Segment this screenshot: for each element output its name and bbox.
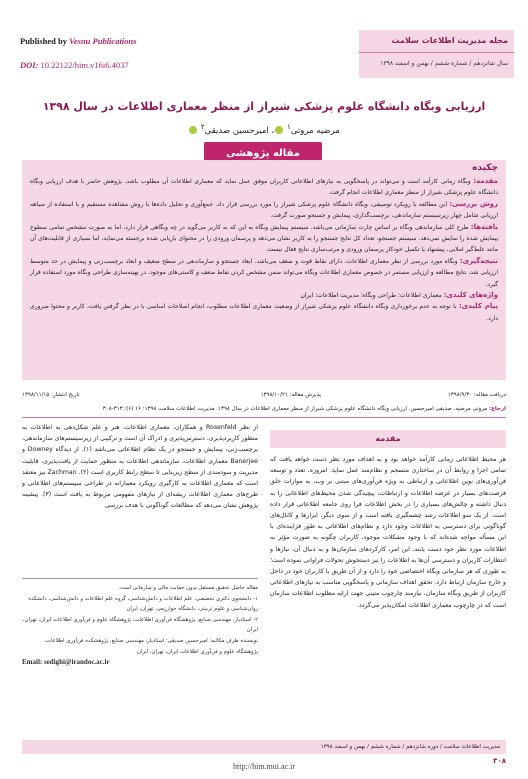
abstract-keywords xyxy=(30,290,498,301)
intro-heading: مقدمه xyxy=(270,430,506,448)
doi-label: DOI: xyxy=(20,60,39,70)
abstract-conclusion xyxy=(30,256,498,290)
journal-name: مجله مدیریت اطلاعات سلامت xyxy=(391,36,508,45)
keywords-label: واژه‌های کلیدی: xyxy=(443,291,498,300)
corresponding-author: نویسنده طرف مکاتبه: امیرحسین صدیقی؛ استادیار، مهندسی صنایع، پژوهشکده فن‌آوری اطلاعات، پژوهشگاه علوم و فن‌آوری اطلاعات ایران، تهران، ایران xyxy=(44,637,258,655)
article-title: ارزیابی وبگاه دانشگاه علوم پزشکی شیراز از منظر معماری اطلاعات در سال ۱۳۹۸ xyxy=(42,100,486,113)
author-email[interactable]: Email: sedighi@irandoc.ac.ir xyxy=(22,658,110,667)
author-2[interactable]: امیرحسین صدیقی xyxy=(204,125,269,136)
author-1[interactable]: مرضیه مروتی xyxy=(290,125,340,136)
publisher-line xyxy=(20,36,136,46)
page-number: ۳۰۸ xyxy=(493,757,506,765)
conclusion-text: وبگاه مورد بررسی از نظر معماری اطلاعات، دارای نقاط قوت و ضعف می‌باشد. ابعاد جستجو و سازماندهی در سطح ضعیف و ابعاد برچسب‌زنی و پیمایش در حد متوسط ارزیابی شد. نتایج مطالعه و ارزیابی مستمر در خصوص معماری اطلاعات وبگاه می‌تواند ضمن مشخص کردن نقاط ضعف و کاستی‌های موجود، در بهینه‌سازی طراحی وبگاه مورد استفاده قرار گیرد. xyxy=(30,257,498,288)
message-text: با توجه به عدم برخورداری وبگاه دانشگاه علوم پزشکی شیراز از وضعیت معماری اطلاعات مطلوب، انجام اصلاحات اساسی با در نظر گرفتن یافت، کاربر و محتوا ضروری دارد. xyxy=(30,303,498,322)
author-2-affiliation: ۲ xyxy=(200,122,205,131)
conclusion-label: نتیجه‌گیری: xyxy=(459,256,498,265)
method-text: این مطالعه با رویکرد توصیفی، وبگاه دانشگاه علوم پزشکی شیراز را مورد بررسی قرار داد. جمع‌آوری و تحلیل داده‌ها با روش مشاهده مستقیم و با استفاده از سیاهه ارزیابی شامل چهار زیرسیستم سازماندهی، برچسب‌گذاری، پیمایش و جستجو صورت گرفت. xyxy=(30,200,498,220)
results-text: طرح کلی سازماندهی وبگاه بر اساس چارت سازمانی می‌باشد. سیستم پیمایش وبگاه به این که به کاربر می‌گوید در چه وبگاهی قرار دارد، اما به صورت مشخص تمامی سطوح پیمایش شده را نمایش نمی‌دهد. سیستم جستجو، تعداد کل نتایج جستجو را به کاربر نشان می‌دهد و پرسمان ورودی را در محتوای بازیابی شده برجسته می‌نماید، اما بسیاری از قابلیت‌های آن مانند غلط‌گیر املایی، پیشنهاد یا تکمیل خودکار پرسمان ورودی و مرتب‌سازی نتایج فعال نیست. xyxy=(30,223,498,254)
page-header xyxy=(14,30,514,102)
citation-text: مروتی مرضیه، صدیقی امیرحسین. ارزیابی وبگاه دانشگاه علوم پزشکی شیراز از منظر معماری اطلاعات در سال ۱۳۹۸. مدیریت اطلاعات سلامت ۱۳۹۸؛ ۱۶ (۶): ۳۱۳-۳۰۸ xyxy=(102,406,488,412)
abstract-heading: چکیده xyxy=(472,163,498,173)
method-label: روش بررسی: xyxy=(449,199,498,208)
received-date: دریافت مقاله: ۱۳۹۸/۹/۳۰ xyxy=(447,392,506,398)
citation-label: ارجاع: xyxy=(488,406,506,412)
keywords-text: معماری اطلاعات؛ طراحی وبگاه؛ مدیریت اطلاعات؛ ایران xyxy=(300,292,442,300)
message-label: پیام کلیدی: xyxy=(458,302,498,311)
intro-label: مقدمه: xyxy=(473,177,498,185)
journal-header-box xyxy=(359,30,514,78)
journal-url[interactable]: http://him.mui.ac.ir xyxy=(233,762,295,771)
doi-value[interactable]: 10.22122/him.v16i6.4037 xyxy=(40,60,129,70)
affiliation-1: ۱- دانشجوی دکتری تخصصی، علم اطلاعات و دانش‌شناسی، گروه علم اطلاعات و دانش‌شناسی، دانشکده روان‌شناسی و علوم تربیتی، دانشگاه خوارزمی، تهران، ایران xyxy=(28,595,258,613)
affiliation-2: ۲- استادیار، مهندسی صنایع، پژوهشگاه فن‌آوری اطلاعات، پژوهشگاه علوم و فن‌آوری اطلاعات ایران، تهران، ایران xyxy=(22,616,258,634)
abstract-method xyxy=(30,199,498,222)
orcid-icon[interactable] xyxy=(275,126,283,134)
abstract-message xyxy=(30,301,498,324)
doi-line[interactable] xyxy=(20,60,129,70)
header-divider xyxy=(359,52,514,53)
citation xyxy=(22,404,506,418)
abstract-results xyxy=(30,222,498,256)
issue-info: سال شانزدهم / شماره ششم / بهمن و اسفند ۱۳۹۸ xyxy=(380,60,508,67)
footer-band: مدیریت اطلاعات سلامت / دوره شانزدهم / شماره ششم / بهمن و اسفند ۱۳۹۸ xyxy=(22,740,506,754)
publisher-name: Vesnu Publications xyxy=(69,36,137,46)
results-label: یافته‌ها: xyxy=(470,222,498,231)
article-dates xyxy=(22,392,506,404)
author-notes xyxy=(22,578,258,668)
published-by-label: Published by xyxy=(20,36,68,46)
accepted-date: پذیرش مقاله: ۱۳۹۸/۱۰/۲۱ xyxy=(260,392,321,398)
author-list: مرضیه مروتی$^۱$ ، امیرحسین صدیقی$^۲$ xyxy=(20,122,508,136)
article-type-badge: مقاله پژوهشی xyxy=(204,142,322,166)
abstract-intro xyxy=(30,176,498,199)
intro-left-column: از نظر Rosenfeld و همکاران، معماری اطلاعات، هنر و علم شکل‌دهی به اطلاعات به منظور کاربردپذیری، دسترس‌پذیری و ادراک آن است و ترکیبی از زیرسیستم‌های سازماندهی، برچسب‌زنی، پیمایش و جستجو در یک نظام اطلاعاتی می‌باشد (۱). از دیدگاه Downey و Banerjee معماری اطلاعات، سازماندهی اطلاعات به منظور حمایت از یافت‌پذیری، قابلیت مدیریت و سودمندی از سطح زیربنایی تا سطح رابط کاربری است (۲). Zachman نیز معتقد است که معماری اطلاعات به کارگیری رویکرد معمارانه در طراحی سیستم‌های اطلاعاتی و طرح‌های معماری اطلاعات ریشه‌ای از نیازهای مفهومی مربوط به یافت است (۳). پیشینه پژوهش نشان می‌دهد که مطالعات گوناگونی با هدف بررسی xyxy=(22,424,258,510)
intro-text: وبگاه زمانی کارآمد است و می‌تواند در پاسخگویی به نیازهای اطلاعاتی کاربران موفق عمل نماید که معماری اطلاعات آن مطلوب باشد. پژوهش حاضر با هدف ارزیابی وبگاه دانشگاه علوم پزشکی شیراز از منظر معماری اطلاعات انجام گرفت. xyxy=(30,178,498,197)
author-1-affiliation: ۱ xyxy=(286,122,291,131)
publish-date: تاریخ انتشار: ۱۳۹۸/۱۱/۱۵ xyxy=(22,392,80,398)
intro-right-column: هر محیط اطلاعاتی زمانی کارآمد خواهد بود و به اهداف مورد نظر دست خواهد یافت که تمامی اجزا و روابط آن در ساختاری منسجم و نظام‌مند عمل نماید. امروزه، تعدد و توسعه فن‌آوری‌های نوین اطلاعاتی و ارتباطی به ویژه فن‌آوری‌های مبتنی بر وب، به موازات خلق فرصت‌های بسیار در عرصه اطلاعات و ارتباطات، پیچیدگی شدن محیط‌های اطلاعاتی را به دنبال داشته و چالش‌های بسیاری را در بخش اطلاعات فرا روی جامعه اطلاعاتی قرار داده است. از یک سو اطلاعات رشد چشمگیری یافته است و از سوی دیگر، ابزارها و کانال‌های گوناگونی برای دسترسی به اطلاعات وجود دارد و نظام‌های اطلاعاتی به طور فزاینده‌ای با این مسأله مواجه شده‌اند که با وجود مشکلات موجود، کاربران چگونه به صورت مؤثر به اطلاعات مورد نظر خود دست یابند. این امر، کارکردهای سازمان‌ها و به دنبال آن، نیازها و انتظارات کاربران و دسترسی آن‌ها به اطلاعات را نیز دستخوش تحولات فراوانی نموده است؛ به طوری که هر سازمانی وبگاه اختصاصی خود را دارد و از آن طریق با کاربران خود در داخل و خارج سازمان ارتباط دارد. تحقق اهداف سازمانی و پاسخگویی مناسب به نیازهای اطلاعاتی کاربران از طریق وبگاه سازمان، نیازمند چارچوب متینی جهت ارایه مطلوب اطلاعات سازمان است که در چارچوب معماری اطلاعات امکان‌پذیر می‌گردد. xyxy=(270,456,506,609)
orcid-icon[interactable] xyxy=(189,126,197,134)
abstract-box xyxy=(22,160,506,380)
funding-note: مقاله حاصل تحقیق مستقل بدون حمایت مالی و سازمانی است. xyxy=(118,585,258,591)
